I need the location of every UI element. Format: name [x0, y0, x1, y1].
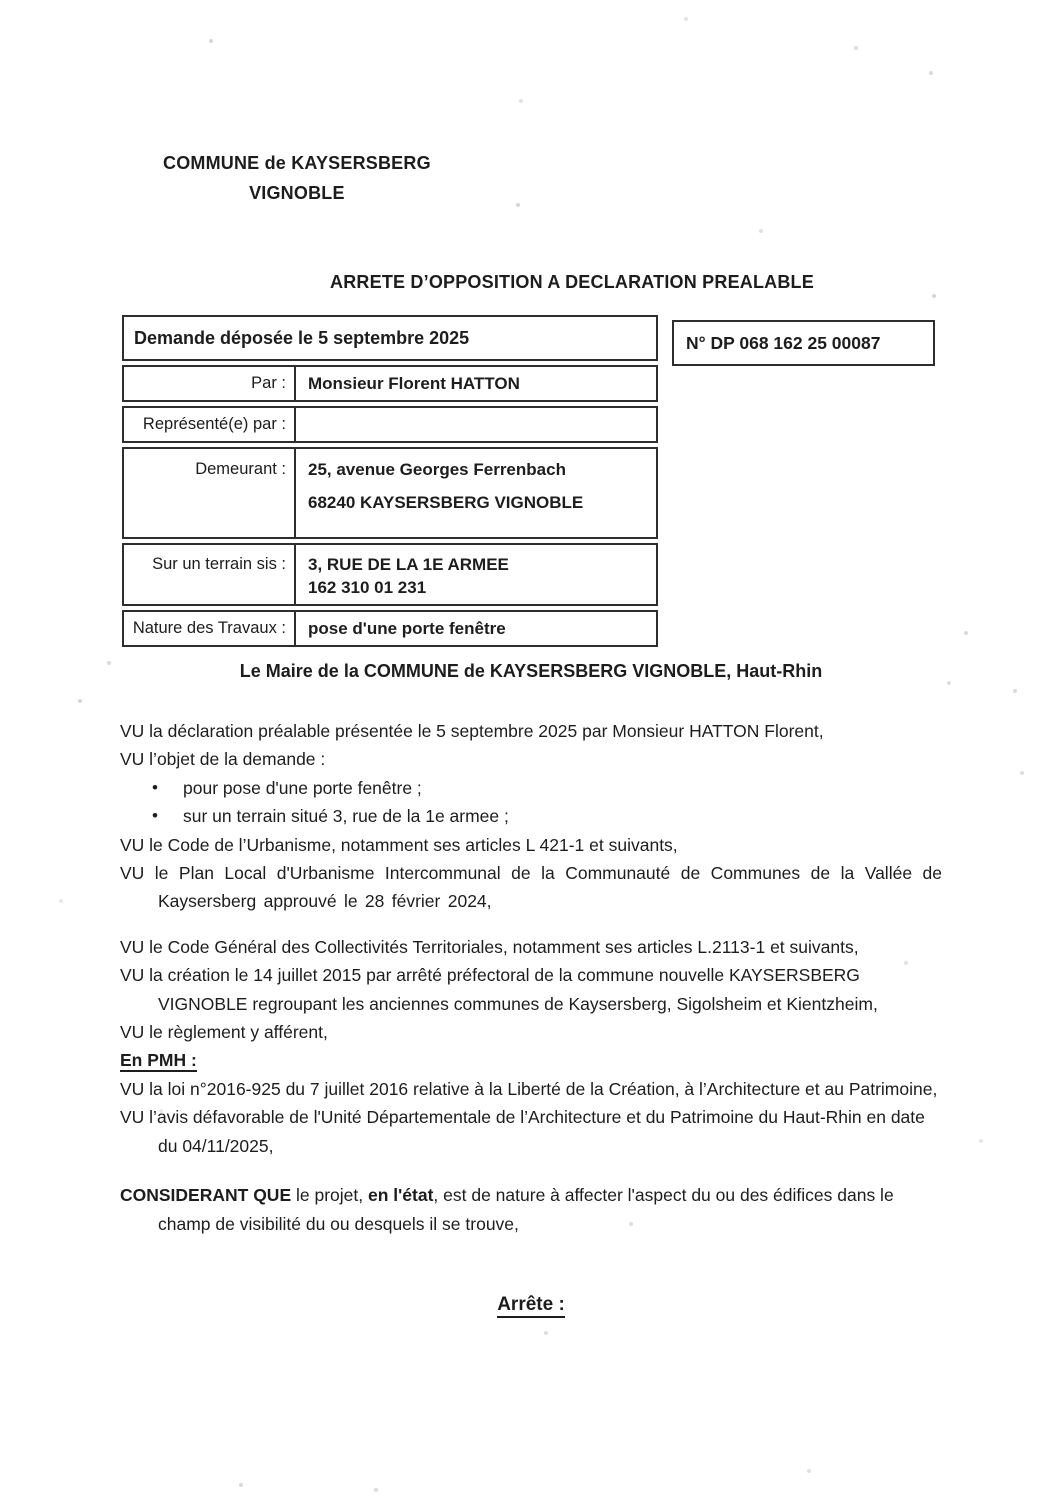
bullet-icon: •: [152, 806, 158, 826]
demande-bullet-list: [120, 774, 942, 831]
en-pmh-heading: En PMH :: [120, 1050, 197, 1071]
table-row-terrain: [122, 543, 658, 606]
demande-date-text: Demande déposée le 5 septembre 2025: [134, 327, 470, 348]
demeurant-address-line1: 25, avenue Georges Ferrenbach: [308, 460, 566, 479]
vu-declaration: VU la déclaration préalable présentée le 5 septembre 2025 par Monsieur HATTON Florent,: [120, 721, 824, 741]
bullet-terrain-text: sur un terrain situé 3, rue de la 1e armee ;: [183, 806, 509, 827]
value-nature-travaux: pose d'une porte fenêtre: [308, 619, 506, 638]
commune-header: [163, 148, 431, 208]
table-row-par: [122, 365, 658, 402]
vu-loi-2016: VU la loi n°2016-925 du 7 juillet 2016 relative à la Liberté de la Création, à l’Architecture et au Patrimoine,: [120, 1078, 938, 1099]
vu-reglement: VU le règlement y afférent,: [120, 1022, 328, 1043]
table-row-demande: [122, 315, 658, 361]
table-row-nature-travaux: [122, 610, 658, 647]
dossier-table: [122, 315, 658, 651]
en-letat-emphasis: en l'état: [367, 1185, 434, 1206]
document-body: [120, 717, 942, 1319]
value-demeurant: [296, 449, 656, 537]
commune-name-line1: COMMUNE de KAYSERSBERG: [163, 153, 431, 173]
vu-objet: VU l’objet de la demande :: [120, 749, 326, 770]
value-terrain: [296, 545, 656, 604]
scan-noise: [0, 0, 2, 2]
dp-number-box: [672, 320, 935, 366]
arrete-heading: Arrête :: [120, 1291, 942, 1319]
bullet-pose-text: pour pose d'une porte fenêtre ;: [183, 777, 422, 798]
bullet-icon: •: [152, 777, 158, 797]
label-represente: Représenté(e) par :: [124, 408, 296, 441]
label-terrain: Sur un terrain sis :: [124, 545, 296, 604]
vu-avis-udap: VU l’avis défavorable de l'Unité Départementale de l’Architecture et du Patrimoine du Haut-Rhin en date du 04/11/2025,: [120, 1107, 925, 1156]
vu-plui: VU le Plan Local d'Urbanisme Intercommunal de la Communauté de Communes de la Vallée de Kaysersberg approuvé le 28 février 2024,: [120, 863, 942, 912]
value-par: Monsieur Florent HATTON: [308, 374, 520, 393]
terrain-address-line: 3, RUE DE LA 1E ARMEE: [308, 555, 509, 574]
dp-number: N° DP 068 162 25 00087: [686, 332, 881, 353]
label-nature-travaux: Nature des Travaux :: [124, 612, 296, 645]
table-row-represente: [122, 406, 658, 443]
demeurant-address-line2: 68240 KAYSERSBERG VIGNOBLE: [308, 493, 584, 512]
bullet-item-pose: [120, 774, 942, 802]
bullet-item-terrain: [120, 802, 942, 830]
label-par: Par :: [124, 367, 296, 400]
vu-creation-commune: VU la création le 14 juillet 2015 par arrêté préfectoral de la commune nouvelle KAYSERSBERG VIGNOBLE regroupant les anciennes communes de Kaysersberg, Sigolsheim et Kientzheim,: [120, 965, 878, 1014]
table-row-demeurant: [122, 447, 658, 539]
terrain-parcel-line: 162 310 01 231: [308, 578, 427, 597]
considerant-keyword: CONSIDERANT QUE: [120, 1185, 292, 1206]
document-title: ARRETE D’OPPOSITION A DECLARATION PREALABLE: [330, 272, 814, 292]
value-represente: [296, 408, 656, 441]
vu-code-urbanisme: VU le Code de l’Urbanisme, notamment ses articles L 421-1 et suivants,: [120, 834, 678, 855]
considerant-paragraph: CONSIDERANT QUE le projet, en l'état, est de nature à affecter l'aspect du ou des édifices dans le champ de visibilité du ou desquels il se trouve,: [120, 1185, 894, 1234]
maire-heading: Le Maire de la COMMUNE de KAYSERSBERG VIGNOBLE, Haut-Rhin: [239, 661, 823, 681]
commune-name-line2: VIGNOBLE: [249, 183, 345, 203]
vu-cgct: VU le Code Général des Collectivités Territoriales, notamment ses articles L.2113-1 et suivants,: [120, 936, 859, 957]
label-demeurant: Demeurant :: [124, 449, 296, 537]
